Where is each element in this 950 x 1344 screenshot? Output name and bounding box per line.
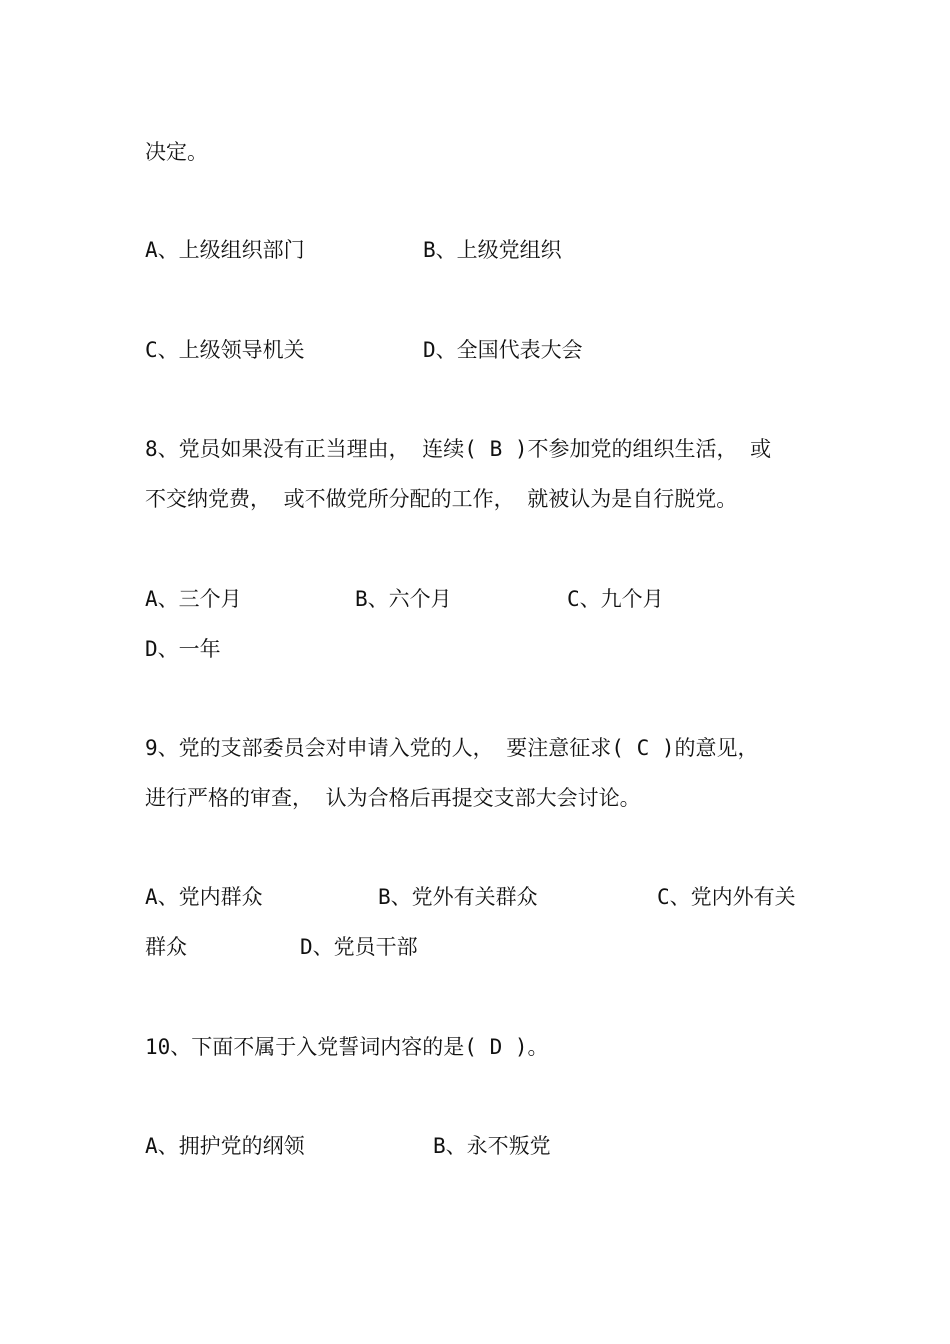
- q8-option-a: A、三个月: [145, 587, 242, 611]
- q9-option-c: C、党内外有关: [657, 885, 796, 909]
- q7-option-b: B、上级党组织: [423, 238, 562, 262]
- q10-stem: 10、下面不属于入党誓词内容的是( D )。: [145, 1035, 549, 1059]
- q10-option-a: A、拥护党的纲领: [145, 1134, 305, 1158]
- q9-stem-line2: 进行严格的审查， 认为合格后再提交支部大会讨论。: [145, 786, 641, 810]
- q10-option-b: B、永不叛党: [433, 1134, 551, 1158]
- q9-option-a: A、党内群众: [145, 885, 263, 909]
- q7-option-a: A、上级组织部门: [145, 238, 305, 262]
- q8-option-c: C、九个月: [567, 587, 664, 611]
- q7-option-c: C、上级领导机关: [145, 338, 305, 362]
- q7-option-d: D、全国代表大会: [423, 338, 583, 362]
- continuation-text: 决定。: [145, 140, 208, 164]
- q9-stem-line1: 9、党的支部委员会对申请入党的人， 要注意征求( C )的意见，: [145, 736, 759, 760]
- q8-stem-line1: 8、党员如果没有正当理由， 连续( B )不参加党的组织生活， 或: [145, 437, 772, 461]
- q8-stem-line2: 不交纳党费， 或不做党所分配的工作， 就被认为是自行脱党。: [145, 487, 738, 511]
- q8-option-b: B、六个月: [355, 587, 452, 611]
- q8-option-d: D、一年: [145, 637, 221, 661]
- q9-option-d: D、党员干部: [300, 935, 418, 959]
- q9-option-c-continued: 群众: [145, 935, 187, 959]
- q9-option-b: B、党外有关群众: [378, 885, 538, 909]
